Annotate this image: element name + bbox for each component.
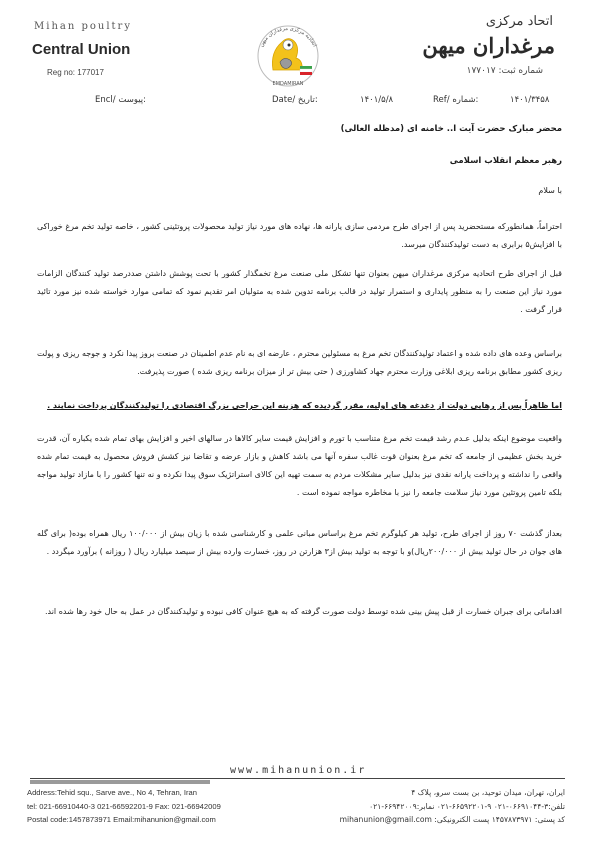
ref-value: ۱۴۰۱/۳۴۵۸ [510,95,550,105]
website-link[interactable]: www.mihanunion.ir [230,765,367,776]
date-label: Date/ تاریخ: [272,95,318,105]
paragraph-4: واقعیت موضوع اینکه بدلیل عـدم رشد قیمت تخم مرغ متناسب با تورم و افزایش قیمت سایر کالاها در سالهای اخیر و افزایش بهای تمام شده یکباره آن، قدرت خرید بخش عظیمی از جامعه که تخم مرغ بعنوان قوت غالب سفره آنها می باشد کاهش و بازار عرضه و تقاضا نیز کشش فروش محصول به قیمت تمام شده واقعی را نداشته و پرداخت یارانه نقدی نیز بدلیل سایر مشکلات مردم به سمت تهیه این کالای استراتژیک سوق پیدا نکرده و نه تنها کشور را با مازاد تولید مواجه بلکه تامین پروتئین مورد نیاز سلامت جامعه را نیز با مخاطره مواجه نموده است . [37,434,562,497]
union-logo [248,14,328,94]
registration-number-fa: شماره ثبت: ۱۷۷۰۱۷ [466,66,543,76]
footer-contact-en [27,786,221,827]
enclosure-label: Encl/ پیوست: [95,95,147,105]
registration-number-en: Reg no: 177017 [47,68,104,77]
emphasized-statement: اما ظاهراً پس از رهایی دولت از دغدغه های اولیه، مقرر گردیده که هزینه این جراحی بزرگ اقتصادی را تولیدکنندگان پرداخت نمایند . [47,401,562,410]
address-fa: ایران، تهران، میدان توحید، بن بست سرو، پلاک ۴ [411,788,565,797]
phone-fa: تلفن:۳-۰۶۶۹۱۰۴۴-۰۲۱ ۹-۶۶۵۹۲۲۰۱-۰۲۱ نمابر:۶۶۹۴۲۰۰۹-۰۲۱ [369,801,565,811]
org-name-en: Mihan poultry [34,21,132,32]
phone-en: tel: 021-66910440-3 021-66592201-9 Fax: 021-66942009 [27,801,221,811]
postal-email-fa: کد پستی: ۱۴۵۷۸۷۳۹۷۱ پست الکترونیکی: mihanunion@gmail.com [339,815,565,824]
paragraph-3: براساس وعده های داده شده و اعتماد تولیدکنندگان تخم مرغ به مسئولین محترم ، عارضه ای به نام عدم اطمینان در صنعت بروز پیدا نکرد و جوجه ریزی و پولت ریزی کشور مطابق برنامه ریزی ابلاغی وزارت محترم جهاد کشاورزی ( حتی بیش تر از میزان برنامه ریزی شده ) صورت پذیرفت. [37,349,562,376]
org-title-main-fa: مرغداران میهن [422,33,555,58]
org-title-top-fa: اتحاد مرکزی [485,14,553,29]
logo-caption: EMDAMIRAN [272,81,304,87]
paragraph-6: اقداماتی برای جبران خسارت از قبل پیش بینی شده توسط دولت صورت گرفته که به هیچ عنوان کافی نبوده و تولیدکنندگان در عمل به حال خود رها شده اند. [44,607,562,616]
paragraph-2: قبل از اجرای طرح اتحادیه مرکزی مرغداران میهن بعنوان تنها تشکل ملی صنعت مرغ تخمگذار کشور با تحت پوشش داشتن صددرصد تولید کنندگان الزامات مورد نیاز این صنعت را به منظور پایداری و استمرار تولید در قالب برنامه تدوین شده به متولیان امر تقدیم نمود که تمامی موارد خواسته شده نیز مورد تائید قرار گرفت . [37,269,562,314]
footer-accent-bar [30,780,210,784]
postal-email-en: Postal code:1457873971 Email:mihanunion@gmail.com [27,815,216,824]
org-union-en: Central Union [32,41,131,58]
paragraph-5: بعداز گذشت ۷۰ روز از اجرای طرح، تولید هر کیلوگرم تخم مرغ براساس مبانی علمی و کارشناسی شده با زیان بیش از ۱۰۰/۰۰۰ ریال همراه بوده( برای گله های جوان در حال تولید بیش از ۲۰۰/۰۰۰ریال)و با توجه به تولید بیش از۳ هزارتن در روز، خسارت وارده بیش از سیصد میلیارد ریال ( روزانه ) برآورد میگردد . [37,529,562,556]
ref-label: Ref/ شماره: [433,95,479,105]
date-value: ۱۴۰۱/۵/۸ [360,95,394,105]
footer-divider [30,778,565,779]
address-en: Address:Tehid squ., Sarve ave., No 4, Tehran, Iran [27,788,197,797]
logo-arc-text: اتحادیه مرکزی مرغداران میهن [258,25,318,49]
reference-row [0,95,595,109]
addressee: محضر مبارک حضرت آیت ا.. خامنه ای (مدظله العالی) [340,124,562,134]
paragraph-1: احتراماً، همانطورکه مستحضرید پس از اجرای طرح مردمی سازی یارانه ها، نهاده های مورد نیاز تولید محصولات پروتئینی کشور ، خاصه تولید تخم مرغ خوراکی با افزایش۵ برابری به دست تولیدکنندگان میرسد. [37,222,562,249]
footer-contact-fa [340,786,565,827]
addressee-title: رهبر معظم انقلاب اسلامی [449,156,562,166]
greeting: با سلام [538,186,562,195]
